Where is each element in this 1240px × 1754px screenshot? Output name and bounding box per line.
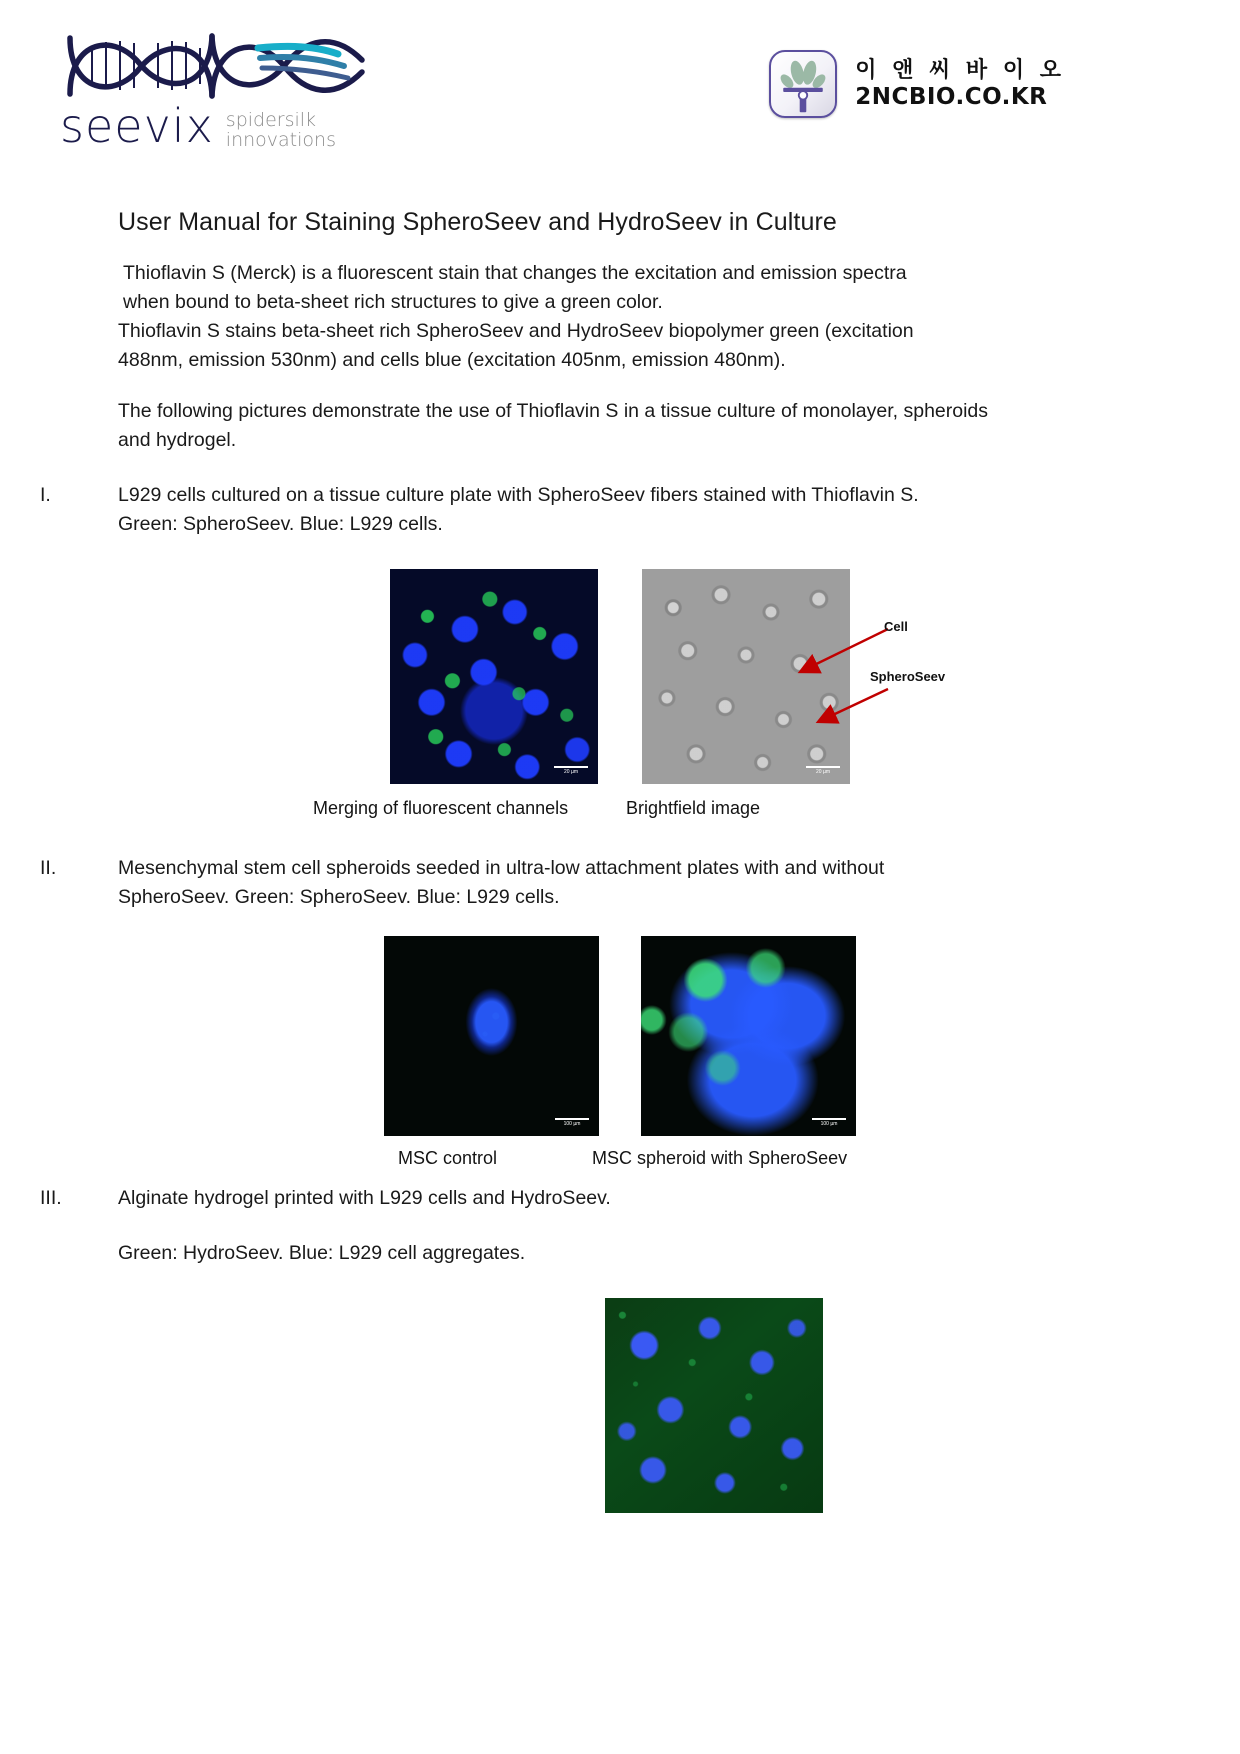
ncbio-korean-name: 이 앤 씨 바 이 오 — [855, 58, 1065, 83]
section-iii-line1: Alginate hydrogel printed with L929 cells and HydroSeev. — [118, 1187, 611, 1209]
section-iii-text — [118, 1184, 1010, 1268]
figure-row-i — [0, 569, 1240, 784]
scalebar-label: 20 µm — [564, 769, 578, 775]
caption-msc-spheroid-with-spheroseev: MSC spheroid with SpheroSeev — [592, 1148, 848, 1168]
caption-brightfield-image: Brightfield image — [626, 798, 761, 818]
section-i-text — [118, 481, 1010, 539]
scalebar-fig2b — [812, 1118, 846, 1127]
section-i-line2: Green: SpheroSeev. Blue: L929 cells. — [118, 513, 443, 535]
figure-fluorescent-merge — [390, 569, 598, 784]
seevix-tagline-line1: spidersilk — [225, 109, 317, 131]
section-iii-line2: Green: HydroSeev. Blue: L929 cell aggregates. — [118, 1242, 526, 1264]
seevix-tagline — [226, 110, 336, 150]
intro-paragraph-3: The following pictures demonstrate the use of Thioflavin S in a tissue culture of monolayer, spheroids and hydrogel. — [118, 400, 989, 451]
scalebar-label: 100 µm — [820, 1121, 838, 1127]
caption-msc-control: MSC control — [398, 1148, 498, 1168]
document-body — [0, 190, 1240, 1513]
section-ii-line1: Mesenchymal stem cell spheroids seeded in ultra-low attachment plates with and without — [118, 857, 885, 879]
section-i-line1: L929 cells cultured on a tissue culture plate with SpheroSeev fibers stained with Thioflavin S. — [118, 484, 919, 506]
scalebar-line — [812, 1118, 846, 1120]
intro-paragraph-1 — [123, 259, 1005, 317]
seevix-tagline-line2: innovations — [225, 129, 336, 151]
section-iii-numeral: III. — [40, 1187, 62, 1209]
figure-row-ii — [0, 936, 1240, 1136]
scalebar-fig1a — [554, 766, 588, 775]
scalebar-line — [806, 766, 840, 768]
page-header — [0, 0, 1240, 190]
seevix-logo — [52, 26, 412, 171]
section-ii-numeral: II. — [40, 857, 57, 879]
figure-row-iii — [0, 1298, 1240, 1513]
caption-row-ii — [0, 1148, 1240, 1182]
intro-p1-line4: 488nm, emission 530nm) and cells blue (excitation 405nm, emission 480nm). — [118, 349, 786, 371]
ncbio-domain: 2NCBIO.CO.KR — [855, 84, 1048, 110]
ncbio-logo — [769, 50, 1065, 118]
seevix-wordmark-name: seevix — [60, 99, 214, 153]
sprout-person-icon — [769, 50, 837, 118]
section-i-numeral: I. — [40, 484, 51, 506]
scalebar-label: 20 µm — [816, 769, 830, 775]
scalebar-line — [555, 1118, 589, 1120]
section-iii — [40, 1184, 1010, 1268]
scalebar-fig1b — [806, 766, 840, 775]
figure-msc-spheroid-with-spheroseev — [641, 936, 856, 1136]
intro-paragraph-2 — [118, 317, 1000, 375]
section-i — [40, 481, 1010, 539]
annotation-cell: Cell — [884, 619, 908, 634]
intro-p1-line3: Thioflavin S stains beta-sheet rich SpheroSeev and HydroSeev biopolymer green (excitation — [118, 320, 914, 342]
section-ii — [40, 854, 1010, 912]
section-ii-text — [118, 854, 1010, 912]
scalebar-label: 100 µm — [563, 1121, 581, 1127]
dna-helix-icon — [62, 26, 372, 104]
caption-row-i — [0, 798, 1240, 832]
page-title: User Manual for Staining SpheroSeev and HydroSeev in Culture — [118, 208, 837, 236]
ncbio-text — [855, 57, 1065, 111]
intro-p1-line1: Thioflavin S (Merck) is a fluorescent stain that changes the excitation and emission spectra — [123, 262, 907, 284]
intro-p1-line2: when bound to beta-sheet rich structures to give a green color. — [123, 291, 663, 313]
caption-merging-of-fluorescent-channels: Merging of fluorescent channels — [313, 798, 569, 818]
figure-msc-control — [384, 936, 599, 1136]
figure-hydrogel — [605, 1298, 823, 1513]
scalebar-fig2a — [555, 1118, 589, 1127]
annotation-spheroseev: SpheroSeev — [870, 669, 946, 684]
scalebar-line — [554, 766, 588, 768]
section-ii-line2: SpheroSeev. Green: SpheroSeev. Blue: L929 cells. — [118, 886, 560, 908]
